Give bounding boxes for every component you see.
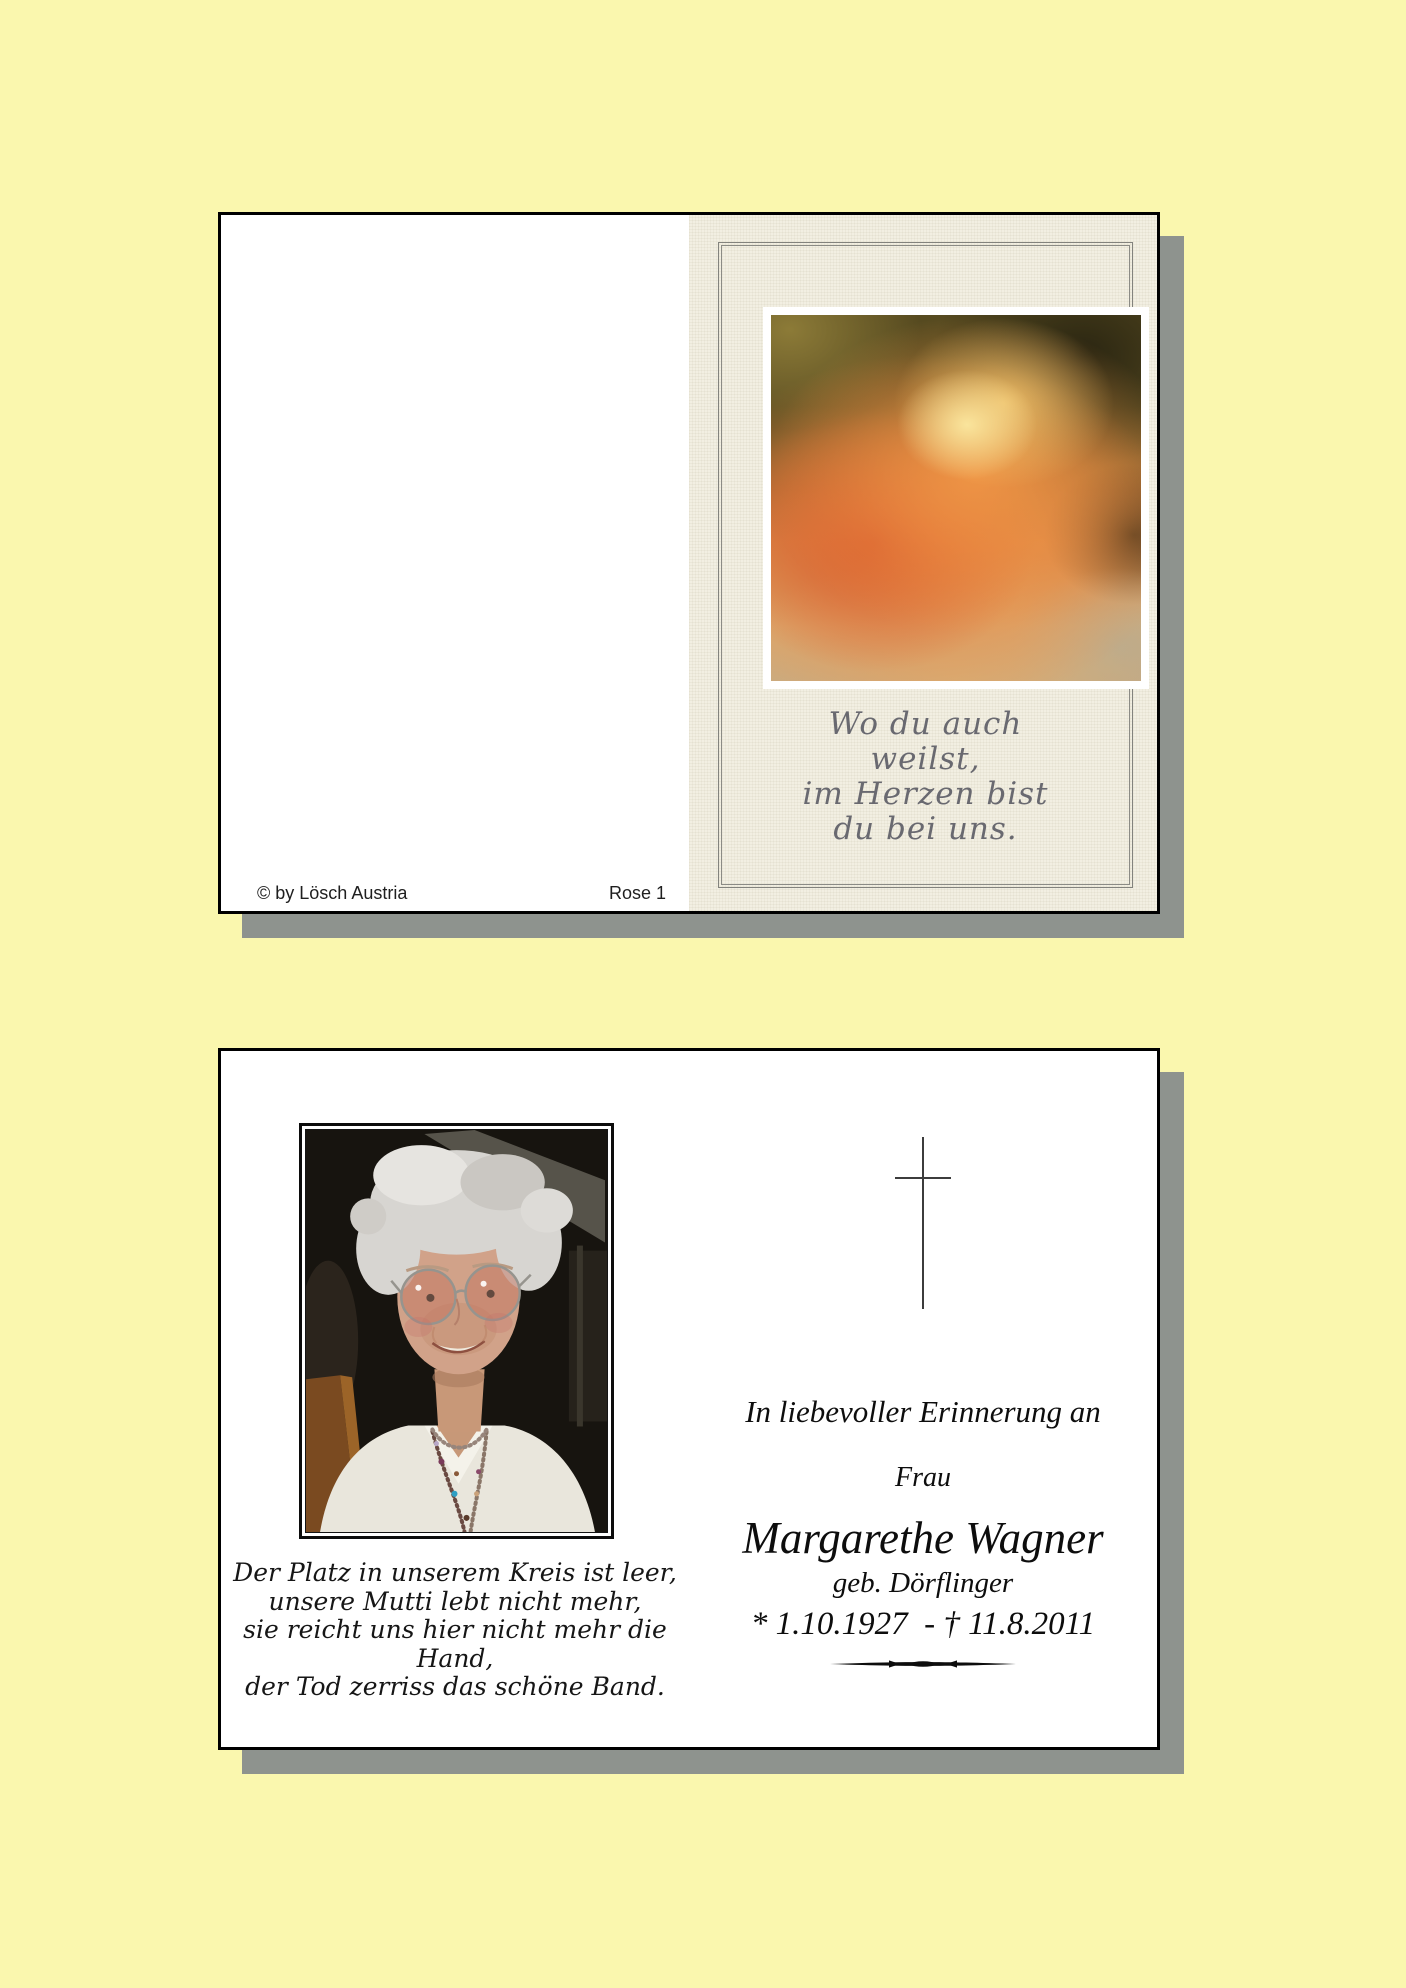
copyright-label: © by Lösch Austria <box>257 883 408 903</box>
rose-photo-mat <box>763 307 1149 689</box>
verse-line: Wo du auch <box>828 706 1023 742</box>
poem-line: sie reicht uns hier nicht mehr die Hand, <box>243 1615 667 1673</box>
verse-line: im Herzen bist <box>802 776 1049 812</box>
cross-icon <box>895 1137 951 1309</box>
rose-photo <box>771 315 1141 681</box>
poem-line: der Tod zerriss das schöne Band. <box>245 1672 665 1701</box>
portrait-frame <box>299 1123 614 1539</box>
cross-horizontal-bar <box>895 1177 951 1179</box>
ornament-divider-icon <box>828 1656 1018 1672</box>
design-name-label: Rose 1 <box>609 883 667 903</box>
memorial-panel <box>689 1051 1157 1747</box>
verse-line: du bei uns. <box>833 811 1018 847</box>
maiden-name: geb. Dörflinger <box>832 1567 1014 1599</box>
decorative-double-frame <box>718 242 1133 888</box>
verse-block <box>719 707 1132 847</box>
deceased-name: Margarethe Wagner <box>742 1513 1104 1563</box>
life-dates: * 1.10.1927 - † 11.8.2011 <box>750 1606 1096 1642</box>
poem-block <box>221 1559 689 1702</box>
portrait-photo-illustration <box>306 1130 607 1532</box>
poem-line: Der Platz in unserem Kreis ist leer, <box>233 1558 677 1587</box>
verse-line: weilst, <box>870 741 981 777</box>
front-card <box>218 212 1160 914</box>
cross-vertical-bar <box>922 1137 924 1309</box>
memorial-intro: In liebevoller Erinnerung an <box>745 1394 1101 1429</box>
inside-card <box>218 1048 1160 1750</box>
front-card-right-panel <box>689 215 1157 911</box>
portrait-photo <box>305 1129 608 1533</box>
poem-line: unsere Mutti lebt nicht mehr, <box>268 1586 642 1616</box>
salutation: Frau <box>895 1462 951 1493</box>
